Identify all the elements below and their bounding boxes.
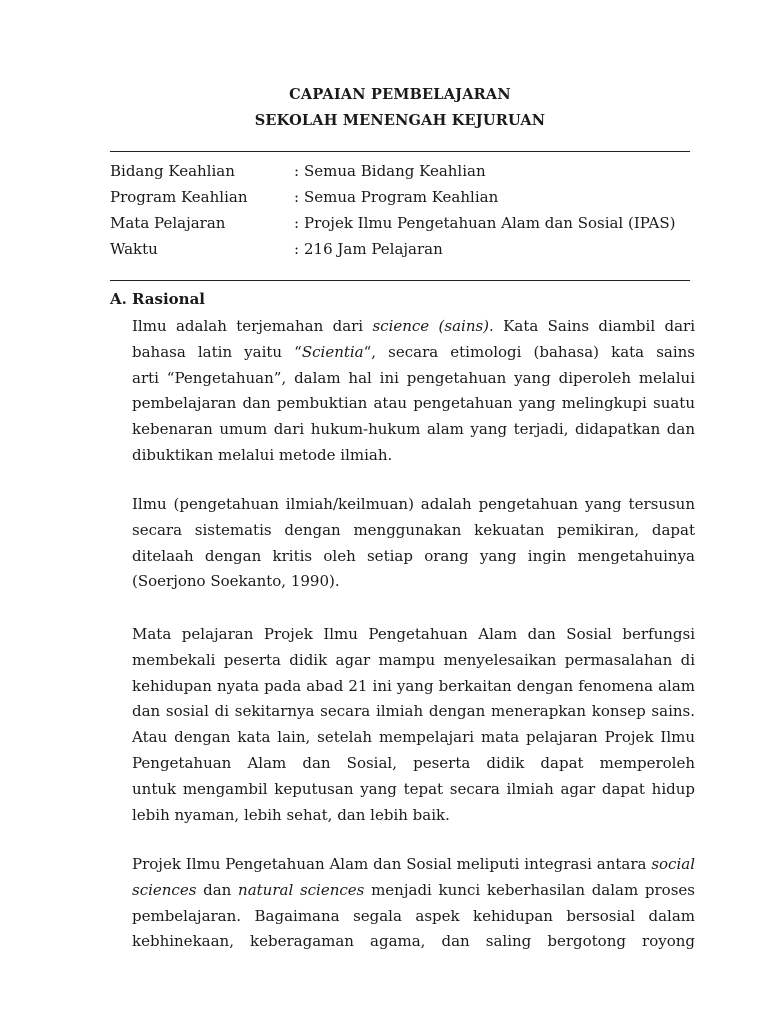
meta-label: Waktu xyxy=(110,240,158,258)
paragraph-line: membekali peserta didik agar mampu menyelesaikan permasalahan di xyxy=(132,650,695,669)
paragraph-line: kebenaran umum dari hukum-hukum alam yang terjadi, didapatkan dan xyxy=(132,420,695,439)
meta-row-program xyxy=(110,184,498,210)
paragraph-line: secara sistematis dengan menggunakan kekuatan pemikiran, dapat xyxy=(132,520,695,539)
paragraph-line: ditelaah dengan kritis oleh setiap orang yang ingin mengetahuinya xyxy=(132,546,695,565)
meta-colon: : xyxy=(294,162,300,180)
paragraph-line: Mata pelajaran Projek Ilmu Pengetahuan Alam dan Sosial berfungsi xyxy=(132,625,695,643)
paragraph-line: dan sosial di sekitarnya secara ilmiah dengan menerapkan konsep sains. xyxy=(132,702,695,721)
paragraph-line: lebih nyaman, lebih sehat, dan lebih baik. xyxy=(132,805,450,824)
paragraph-3 xyxy=(132,622,695,828)
meta-value: Projek Ilmu Pengetahuan Alam dan Sosial (IPAS) xyxy=(304,214,676,232)
meta-colon: : xyxy=(294,214,300,232)
meta-value: Semua Bidang Keahlian xyxy=(304,162,486,180)
paragraph-line: untuk mengambil keputusan yang tepat secara ilmiah agar dapat hidup xyxy=(132,779,695,798)
paragraph-4 xyxy=(132,852,695,955)
meta-label: Program Keahlian xyxy=(110,188,248,206)
paragraph-line: Ilmu (pengetahuan ilmiah/keilmuan) adalah pengetahuan yang tersusun xyxy=(132,495,695,513)
paragraph-2 xyxy=(132,492,695,595)
meta-colon: : xyxy=(294,240,300,258)
paragraph-line: dibuktikan melalui metode ilmiah. xyxy=(132,445,393,464)
paragraph-line: Pengetahuan Alam dan Sosial, peserta didik dapat memperoleh xyxy=(132,753,695,772)
meta-value: 216 Jam Pelajaran xyxy=(304,240,443,258)
paragraph-line: arti “Pengetahuan”, dalam hal ini pengetahuan yang diperoleh melalui xyxy=(132,368,695,387)
document-title: CAPAIAN PEMBELAJARAN xyxy=(289,86,511,103)
section-title: Rasional xyxy=(132,290,206,308)
top-divider xyxy=(110,151,690,152)
meta-label: Mata Pelajaran xyxy=(110,214,226,232)
paragraph-line: Atau dengan kata lain, setelah mempelajari mata pelajaran Projek Ilmu xyxy=(132,728,695,747)
paragraph-1 xyxy=(132,314,695,469)
bottom-divider xyxy=(110,280,690,281)
paragraph-line: kehidupan nyata pada abad 21 ini yang berkaitan dengan fenomena alam xyxy=(132,676,695,695)
paragraph-line: kebhinekaan, keberagaman agama, dan saling bergotong royong xyxy=(132,932,695,951)
meta-row-bidang xyxy=(110,158,486,184)
paragraph-line: pembelajaran. Bagaimana segala aspek kehidupan bersosial dalam xyxy=(132,906,695,925)
paragraph-line: (Soerjono Soekanto, 1990). xyxy=(132,572,340,591)
paragraph-line: Projek Ilmu Pengetahuan Alam dan Sosial meliputi integrasi antara social xyxy=(132,855,695,873)
meta-colon: : xyxy=(294,188,300,206)
paragraph-line: Ilmu adalah terjemahan dari science (sains). Kata Sains diambil dari xyxy=(132,317,695,335)
meta-row-waktu xyxy=(110,236,443,262)
meta-value: Semua Program Keahlian xyxy=(304,188,499,206)
paragraph-line: sciences dan natural sciences menjadi kunci keberhasilan dalam proses xyxy=(132,880,695,899)
document-subtitle: SEKOLAH MENENGAH KEJURUAN xyxy=(254,112,546,129)
paragraph-line: pembelajaran dan pembuktian atau pengetahuan yang melingkupi suatu xyxy=(132,394,695,413)
meta-row-mapel xyxy=(110,210,675,236)
section-letter: A. xyxy=(110,290,127,308)
meta-label: Bidang Keahlian xyxy=(110,162,235,180)
paragraph-line: bahasa latin yaitu “Scientia“, secara etimologi (bahasa) kata sains xyxy=(132,342,695,361)
section-heading xyxy=(110,290,205,308)
